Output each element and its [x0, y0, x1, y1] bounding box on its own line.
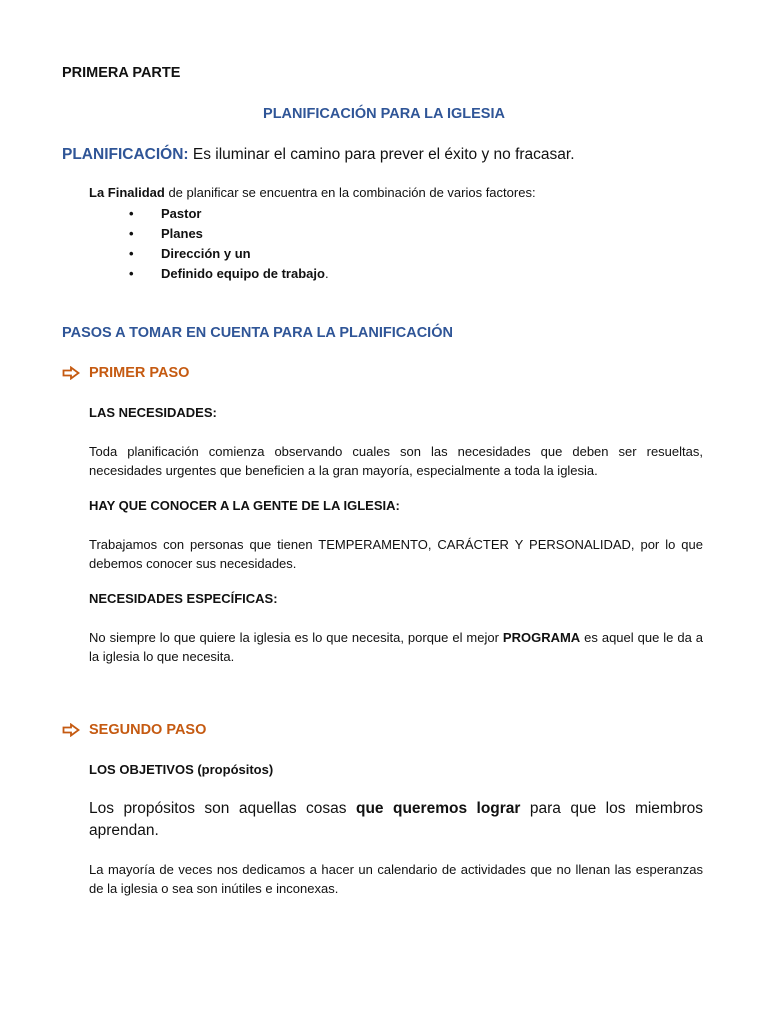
step-one-title: PRIMER PASO	[89, 365, 190, 381]
definition-text: Es iluminar el camino para prever el éxito y no fracasar.	[188, 146, 575, 163]
specific-needs-heading: NECESIDADES ESPECÍFICAS:	[89, 591, 278, 606]
factor-label: Dirección y un	[161, 246, 251, 261]
program-emphasis: PROGRAMA	[502, 630, 581, 645]
purpose-emphasis: que queremos lograr	[355, 800, 521, 817]
needs-paragraph: Toda planificación comienza observando cuales son las necesidades que deben ser resueltas, necesidades urgentes que beneficien a la gran mayoría, especialmente a toda la iglesia.	[89, 444, 703, 478]
bullet-icon: •	[129, 266, 134, 281]
specific-needs-paragraph	[89, 628, 703, 666]
step-two-heading	[62, 722, 206, 738]
part-title: PRIMERA PARTE	[62, 65, 181, 81]
factor-label: Planes	[161, 226, 203, 241]
list-item	[89, 225, 329, 245]
list-item	[89, 245, 329, 265]
calendar-paragraph: La mayoría de veces nos dedicamos a hacer un calendario de actividades que no llenan las esperanzas de la iglesia o sea son inútiles e inconexas.	[89, 862, 703, 896]
bullet-icon: •	[129, 246, 134, 261]
list-item	[89, 205, 329, 225]
right-arrow-outline-icon	[62, 366, 80, 380]
factor-trail: .	[324, 266, 329, 281]
needs-heading: LAS NECESIDADES:	[89, 405, 217, 420]
know-people-paragraph: Trabajamos con personas que tienen TEMPERAMENTO, CARÁCTER Y PERSONALIDAD, por lo que debemos conocer sus necesidades.	[89, 537, 703, 571]
bullet-icon: •	[129, 226, 134, 241]
finality-line	[89, 185, 536, 200]
specific-needs-text-start: No siempre lo que quiere la iglesia es lo que necesita, porque el mejor	[89, 630, 503, 645]
step-two-title: SEGUNDO PASO	[89, 722, 207, 738]
objectives-heading: LOS OBJETIVOS (propósitos)	[89, 762, 274, 777]
purpose-paragraph	[89, 798, 703, 842]
steps-heading: PASOS A TOMAR EN CUENTA PARA LA PLANIFICACIÓN	[62, 325, 453, 341]
finality-lead: La Finalidad	[89, 185, 165, 200]
bullet-icon: •	[129, 206, 134, 221]
factors-list	[89, 205, 329, 285]
factor-label: Definido equipo de trabajo	[161, 266, 325, 281]
specific-needs-text-end: es aquel que le da a la iglesia lo que necesita.	[89, 630, 703, 664]
list-item	[89, 265, 329, 285]
purpose-text-start: Los propósitos son aquellas cosas	[89, 800, 356, 817]
right-arrow-outline-icon	[62, 723, 80, 737]
factor-label: Pastor	[161, 206, 202, 221]
know-people-heading: HAY QUE CONOCER A LA GENTE DE LA IGLESIA:	[89, 498, 400, 513]
main-title: PLANIFICACIÓN PARA LA IGLESIA	[263, 106, 505, 122]
purpose-text-end: para que los miembros aprendan.	[89, 800, 703, 839]
finality-text: de planificar se encuentra en la combinación de varios factores:	[164, 185, 536, 200]
step-one-heading	[62, 365, 189, 381]
definition-line	[62, 146, 575, 164]
definition-term: PLANIFICACIÓN:	[62, 146, 189, 163]
